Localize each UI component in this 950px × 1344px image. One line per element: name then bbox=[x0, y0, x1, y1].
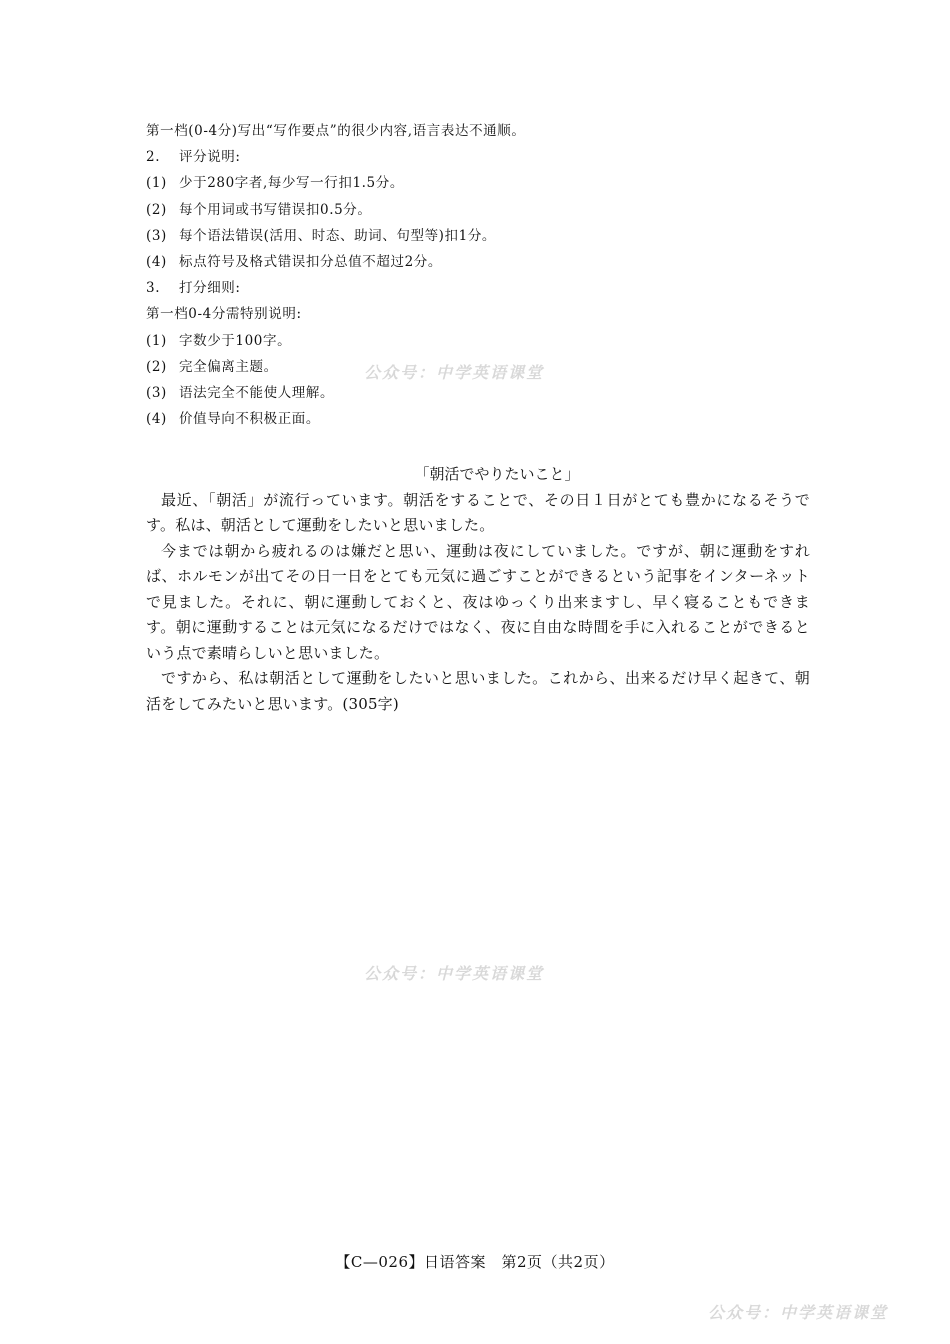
rule-item bbox=[146, 170, 826, 196]
rule-text: 少于280字者,每少写一行扣1.5分。 bbox=[179, 175, 404, 192]
special-item bbox=[146, 406, 826, 432]
section-number: 2. bbox=[146, 149, 161, 166]
scoring-section bbox=[146, 118, 826, 432]
special-text: 完全偏离主题。 bbox=[179, 358, 278, 375]
rule-number: (3) bbox=[146, 227, 167, 244]
rule-item bbox=[146, 223, 826, 249]
rule-text: 每个用词或书写错误扣0.5分。 bbox=[179, 201, 372, 218]
rule-number: (4) bbox=[146, 253, 167, 270]
rule-text: 标点符号及格式错误扣分总值不超过2分。 bbox=[179, 253, 442, 270]
essay-title: 「朝活でやりたいこと」 bbox=[414, 465, 580, 483]
special-text: 价值导向不积极正面。 bbox=[179, 411, 320, 428]
section-title: 打分细则: bbox=[179, 280, 241, 297]
section-heading-scoring-notes bbox=[146, 144, 826, 170]
special-text: 语法完全不能使人理解。 bbox=[179, 384, 335, 401]
essay-paragraph: ですから、私は朝活として運動をしたいと思いました。これから、出来るだけ早く起きて、朝活をしてみたいと思います。(305字) bbox=[146, 669, 810, 713]
rule-number: (1) bbox=[146, 175, 167, 192]
special-text: 字数少于100字。 bbox=[179, 332, 292, 349]
watermark: 公众号：中学英语课堂 bbox=[364, 964, 545, 983]
rule-number: (2) bbox=[146, 201, 167, 218]
section-heading-scoring-details bbox=[146, 275, 826, 301]
special-item bbox=[146, 380, 826, 406]
model-essay bbox=[146, 462, 810, 717]
section-title: 评分说明: bbox=[179, 149, 241, 166]
page-footer: 【C—026】日语答案 第2页（共2页） bbox=[335, 1253, 615, 1271]
special-notes-title: 第一档0-4分需特别说明: bbox=[146, 306, 302, 323]
special-number: (3) bbox=[146, 384, 167, 401]
special-number: (1) bbox=[146, 332, 167, 349]
rule-item bbox=[146, 249, 826, 275]
section-number: 3. bbox=[146, 280, 161, 297]
essay-paragraph: 最近、「朝活」が流行っています。朝活をすることで、その日１日がとても豊かになるそうです。私は、朝活として運動をしたいと思いました。 bbox=[146, 490, 810, 534]
essay-paragraph: 今までは朝から疲れるのは嫌だと思い、運動は夜にしていました。ですが、朝に運動をすれば、ホルモンが出てその日一日をとても元気に過ごすことができるという記事をインターネットで見ました。それに、朝に運動しておくと、夜はゆっくり出来ますし、早く寝ることもできます。朝に運動することは元気になるだけではなく、夜に自由な時間を手に入れることができるという点で素晴らしいと思いました。 bbox=[146, 541, 810, 662]
rule-text: 每个语法错误(活用、时态、助词、句型等)扣1分。 bbox=[179, 227, 497, 244]
special-number: (2) bbox=[146, 358, 167, 375]
rule-item bbox=[146, 197, 826, 223]
watermark: 公众号：中学英语课堂 bbox=[364, 363, 545, 382]
special-number: (4) bbox=[146, 411, 167, 428]
special-item bbox=[146, 328, 826, 354]
grade-one-description: 第一档(0-4分)写出“写作要点”的很少内容,语言表达不通顺。 bbox=[146, 123, 526, 139]
watermark: 公众号：中学英语课堂 bbox=[708, 1303, 889, 1322]
